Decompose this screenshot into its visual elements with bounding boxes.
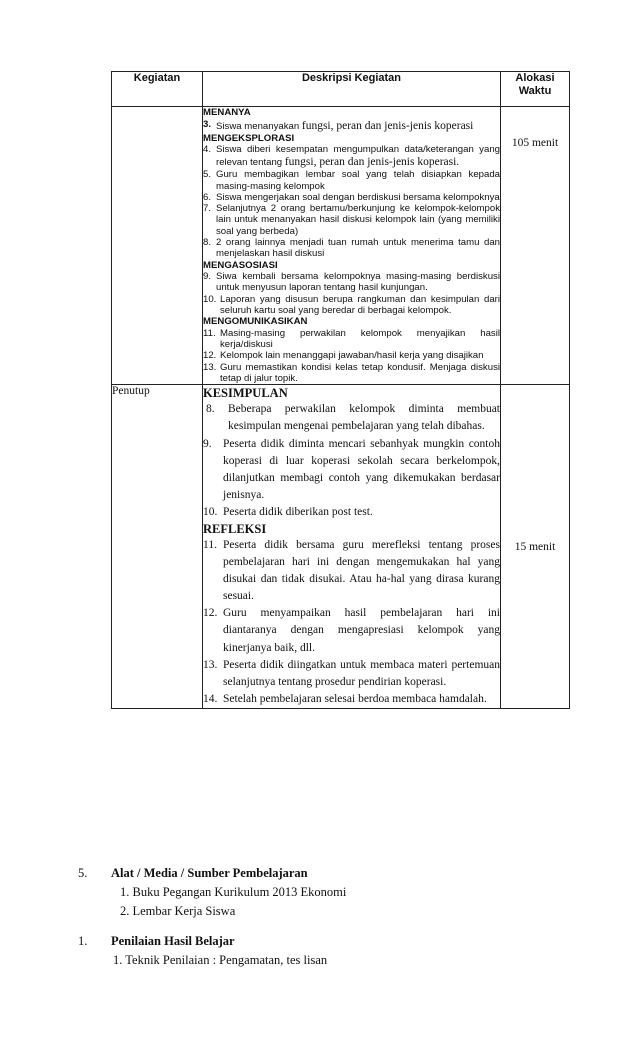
section-number: 1. — [78, 934, 88, 948]
section-mengeksplorasi: MENGEKSPLORASI — [203, 132, 295, 144]
header-alokasi: Alokasi Waktu — [501, 72, 570, 107]
activity-table — [111, 71, 570, 709]
section-mengomunikasikan: MENGOMUNIKASIKAN — [203, 316, 308, 328]
section-title: Alat / Media / Sumber Pembelajaran — [111, 866, 308, 880]
deskripsi-inti — [203, 107, 501, 385]
table-header-row — [112, 72, 570, 107]
list-item: 10. Laporan yang disusun berupa rangkuman dan kesimpulan dari seluruh kartu soal yang beredar di berbagai kelompok. — [203, 293, 500, 317]
list-item: 4. Siswa diberi kesempatan mengumpulkan data/keterangan yang relevan tentang fungsi, peran dan jenis-jenis koperasi. — [203, 144, 500, 169]
section-kesimpulan: KESIMPULAN — [203, 386, 288, 401]
kegiatan-cell-empty — [112, 107, 203, 385]
table-row-penutup — [112, 385, 570, 709]
list-item: 10. Peserta didik diberikan post test. — [203, 505, 373, 518]
table-row-inti — [112, 107, 570, 385]
list-item: 11. Peserta didik bersama guru merefleksi tentang proses pembelajaran hari ini dengan mengemukakan hal yang disukai dan tidak disukai. Atau ha-hal yang dirasa kurang sesuai. — [203, 539, 500, 603]
section-title: Penilaian Hasil Belajar — [111, 934, 235, 948]
list-item: 2. Lembar Kerja Siswa — [120, 904, 236, 918]
list-item: 3. Siswa menanyakan fungsi, peran dan jenis-jenis koperasi — [203, 118, 474, 132]
list-item: 6. Siswa mengerjakan soal dengan berdiskusi bersama kelompoknya — [203, 191, 500, 203]
list-item: 12. Kelompok lain menanggapi jawaban/hasil kerja yang disajikan — [203, 350, 484, 362]
section-menanya: MENANYA — [203, 107, 251, 118]
section-refleksi: REFLEKSI — [203, 522, 267, 536]
deskripsi-penutup — [203, 385, 501, 709]
header-kegiatan: Kegiatan — [112, 72, 203, 107]
list-item: 9. Peserta didik diminta mencari sebanhyak mungkin contoh koperasi di luar koperasi sekolah secara berkelompok, dilanjutkan membagi contoh yang dikemukakan berdasar jenisnya. — [203, 437, 500, 501]
section-number: 5. — [78, 866, 88, 880]
list-item: 14. Setelah pembelajaran selesai berdoa membaca hamdalah. — [203, 692, 487, 705]
list-item: 11. Masing-masing perwakilan kelompok menyajikan hasil kerja/diskusi — [203, 327, 500, 351]
list-item: 8. 2 orang lainnya menjadi tuan rumah untuk menerima tamu dan menjelaskan hasil diskusi — [203, 237, 500, 260]
kegiatan-penutup: Penutup — [112, 385, 203, 709]
list-item: 13. Peserta didik diingatkan untuk membaca materi pertemuan selanjutnya tentang prosedur pendirian koperasi. — [203, 658, 500, 688]
list-item: 13. Guru memastikan kondisi kelas tetap kondusif. Menjaga diskusi tetap di jalur topik. — [203, 361, 500, 385]
time-penutup: 15 menit — [501, 385, 570, 709]
header-deskripsi: Deskripsi Kegiatan — [203, 72, 501, 107]
list-item: 8. Beberapa perwakilan kelompok diminta membuat kesimpulan mengenai pembelajaran yang telah dibahas. — [206, 403, 500, 433]
list-item: 7. Selanjutnya 2 orang bertamu/berkunjung ke kelompok-kelompok lain untuk menanyakan hasil diskusi kelompok lain (yang memiliki soal yang berbeda) — [203, 203, 500, 237]
list-item: 12. Guru menyampaikan hasil pembelajaran hari ini diantaranya dengan mengapresiasi kelompok yang kinerjanya baik, dll. — [203, 607, 500, 654]
list-item: 9. Siwa kembali bersama kelompoknya masing-masing berdiskusi untuk menyusun laporan tentang hasil kunjungan. — [203, 271, 500, 294]
section-mengasosiasi: MENGASOSIASI — [203, 259, 278, 271]
list-item: 5. Guru membagikan lembar soal yang telah disiapkan kepada masing-masing kelompok — [203, 169, 500, 192]
list-item: 1. Buku Pegangan Kurikulum 2013 Ekonomi — [120, 885, 347, 899]
time-inti: 105 menit — [501, 107, 570, 385]
list-item: 1. Teknik Penilaian : Pengamatan, tes lisan — [113, 953, 328, 967]
